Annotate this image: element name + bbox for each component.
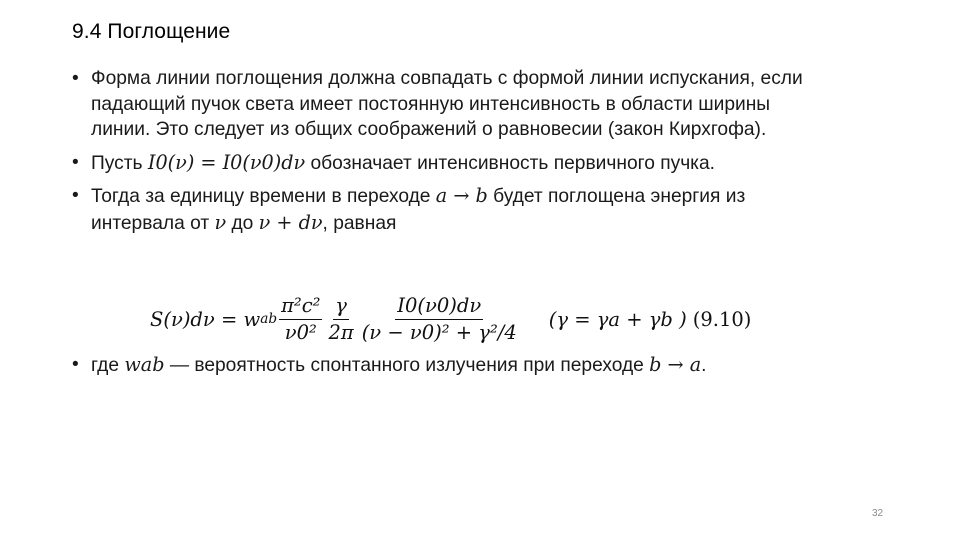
formula-fraction-2 (326, 294, 355, 345)
fraction-1-numerator: π²c² (279, 294, 322, 320)
bullet-text: Форма линии поглощения должна совпадать с формой линии испускания, если падающий пучок света имеет постоянную интенсивность в области ширины линии. Это следует из общих соображений о равновесии (закон Кирхгофа). (91, 68, 803, 140)
formula-number: (9.10) (692, 307, 752, 331)
bullet-text-post: обозначает интенсивность первичного пучка. (305, 152, 716, 174)
slide-content-lower (72, 352, 817, 386)
bullet-text-mid: — вероятность спонтанного излучения при переходе (164, 355, 650, 376)
bullet-math-probability: wab (124, 353, 165, 376)
bullet-item (72, 66, 817, 143)
fraction-3-numerator: I0(ν0)dν (395, 294, 483, 320)
formula-condition: (γ = γa + γb ) (548, 307, 687, 331)
bullet-dot: • (72, 151, 79, 173)
page-number: 32 (872, 508, 884, 519)
fraction-2-denominator: 2π (328, 320, 354, 344)
bullet-text-post: . (701, 355, 707, 376)
bullet-dot: • (72, 68, 79, 89)
bullet-item (72, 183, 817, 236)
bullet-text-pre: Пусть (91, 152, 148, 174)
fraction-2-numerator: γ (333, 294, 349, 320)
bullet-text-pre: где (91, 355, 125, 376)
bullet-text-mid: будет поглощена энергия из интервала от (91, 186, 746, 234)
bullet-text-post: , равная (322, 212, 397, 234)
fraction-3-denominator: (ν − ν0)² + γ²/4 (361, 320, 517, 344)
bullet-text-mid: до (226, 212, 259, 234)
formula-9-10: S(ν)dν = w ab $\frac{\text{π²c²}}{\text{ν0²}}$ $\frac{\gamma}{2\pi}$ $\frac{I0(\nu 0)d\nu}{\text{(ν − ν0)² + γ²/4}}$ (γ = γa + γb ) (9.10) (150, 293, 752, 344)
fraction-1-denominator: ν0² (284, 320, 317, 344)
bullet-math-nu: ν (214, 210, 227, 234)
bullet-math-transition: a → b (435, 184, 488, 207)
bullet-math-interval: ν + dν (258, 210, 323, 234)
bullet-text-pre: Тогда за единицу времени в переходе (91, 186, 436, 207)
formula-fraction-1 (279, 294, 322, 345)
slide-title: 9.4 Поглощение (72, 20, 231, 43)
bullet-math-transition: b → a (649, 353, 702, 376)
bullet-dot: • (72, 354, 79, 375)
formula-fraction-3 (360, 294, 519, 345)
bullet-dot: • (72, 185, 79, 206)
bullet-item (72, 150, 817, 177)
bullet-item (72, 352, 817, 379)
formula-lhs: S(ν)dν = w (150, 307, 261, 331)
slide-content (72, 66, 817, 243)
bullet-math-intensity: I0(ν) = I0(ν0)dν (147, 150, 306, 174)
